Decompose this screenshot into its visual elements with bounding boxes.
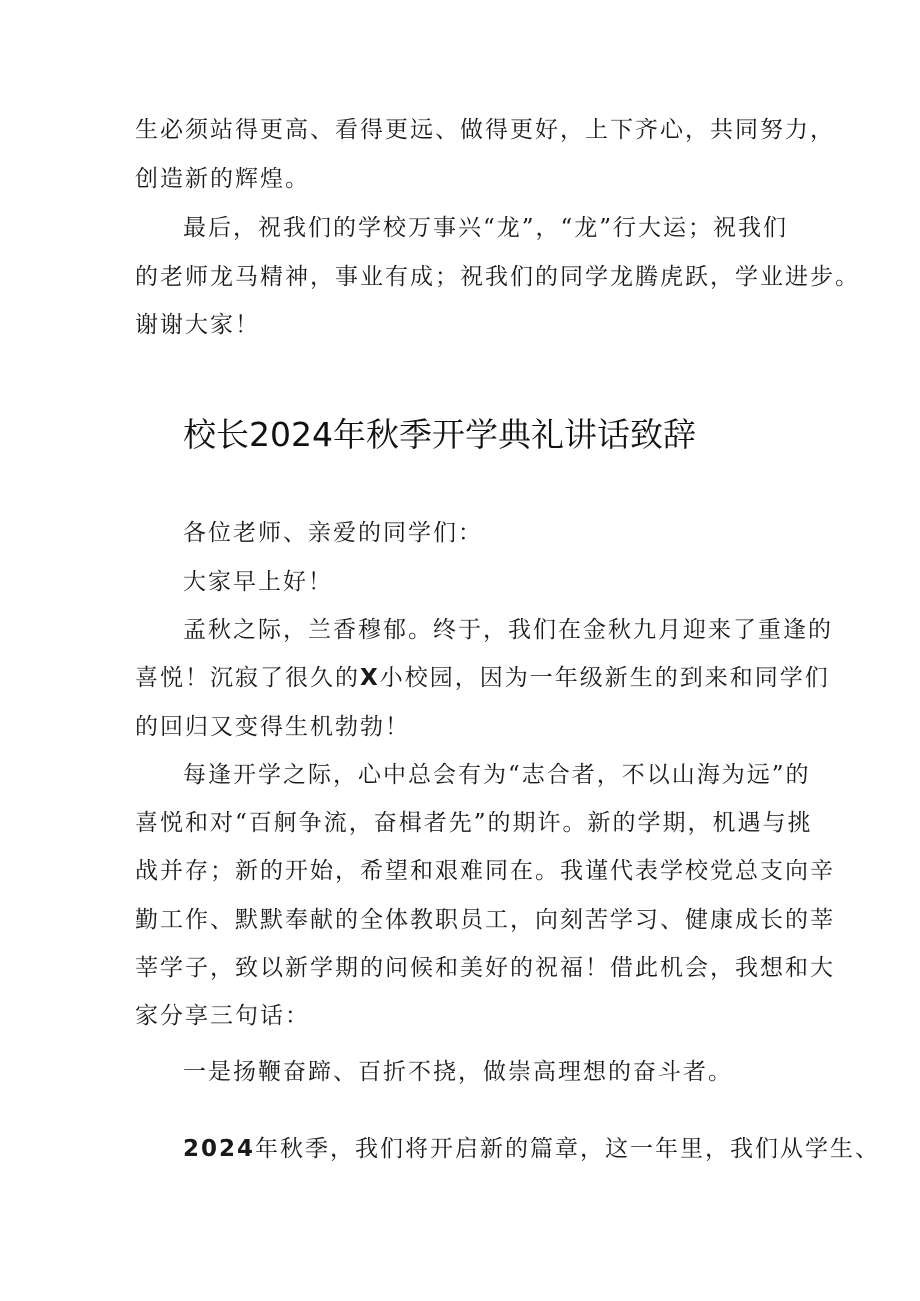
point-one: 一是扬鞭奋蹄、百折不挠，做崇高理想的奋斗者。 (183, 1059, 733, 1085)
body-text: 小校园，因为一年级新生的到来和同学们 (379, 665, 830, 691)
body-text: 年秋季，我们将开启新的篇章，这一年里，我们从学生、 (255, 1136, 881, 1162)
salutation: 各位老师、亲爱的同学们： (183, 520, 483, 546)
body-line: 的老师龙马精神，事业有成；祝我们的同学龙腾虎跃，学业进步。 (135, 264, 860, 290)
body-line: 最后，祝我们的学校万事兴“龙”，“龙”行大运；祝我们 (183, 215, 789, 241)
body-line: 每逢开学之际，心中总会有为“志合者，不以山海为远”的 (183, 762, 811, 788)
body-line: 战并存；新的开始，希望和艰难同在。我谨代表学校党总支向辛 (135, 858, 835, 884)
greeting: 大家早上好！ (183, 569, 333, 595)
body-line: 谢谢大家！ (135, 312, 260, 338)
body-line: 的回归又变得生机勃勃！ (135, 714, 410, 740)
body-line: 莘学子，致以新学期的问候和美好的祝福！借此机会，我想和大 (135, 955, 835, 981)
school-name-placeholder: X (360, 665, 380, 691)
body-line: 孟秋之际，兰香穆郁。终于，我们在金秋九月迎来了重逢的 (183, 617, 833, 643)
body-line: 创造新的辉煌。 (135, 166, 310, 192)
body-line: 生必须站得更高、看得更远、做得更好，上下齐心，共同努力， (135, 117, 835, 143)
body-line: 家分享三句话： (135, 1003, 310, 1029)
body-line: 勤工作、默默奉献的全体教职员工，向刻苦学习、健康成长的莘 (135, 907, 835, 933)
body-line (183, 1134, 880, 1164)
speech-title: 校长2024年秋季开学典礼讲话致辞 (183, 415, 696, 454)
body-line (135, 663, 830, 693)
year-text: 2024 (183, 1136, 256, 1162)
body-text: 喜悦！沉寂了很久的 (135, 665, 360, 691)
body-line: 喜悦和对“百舸争流，奋楫者先”的期许。新的学期，机遇与挑 (135, 810, 813, 836)
